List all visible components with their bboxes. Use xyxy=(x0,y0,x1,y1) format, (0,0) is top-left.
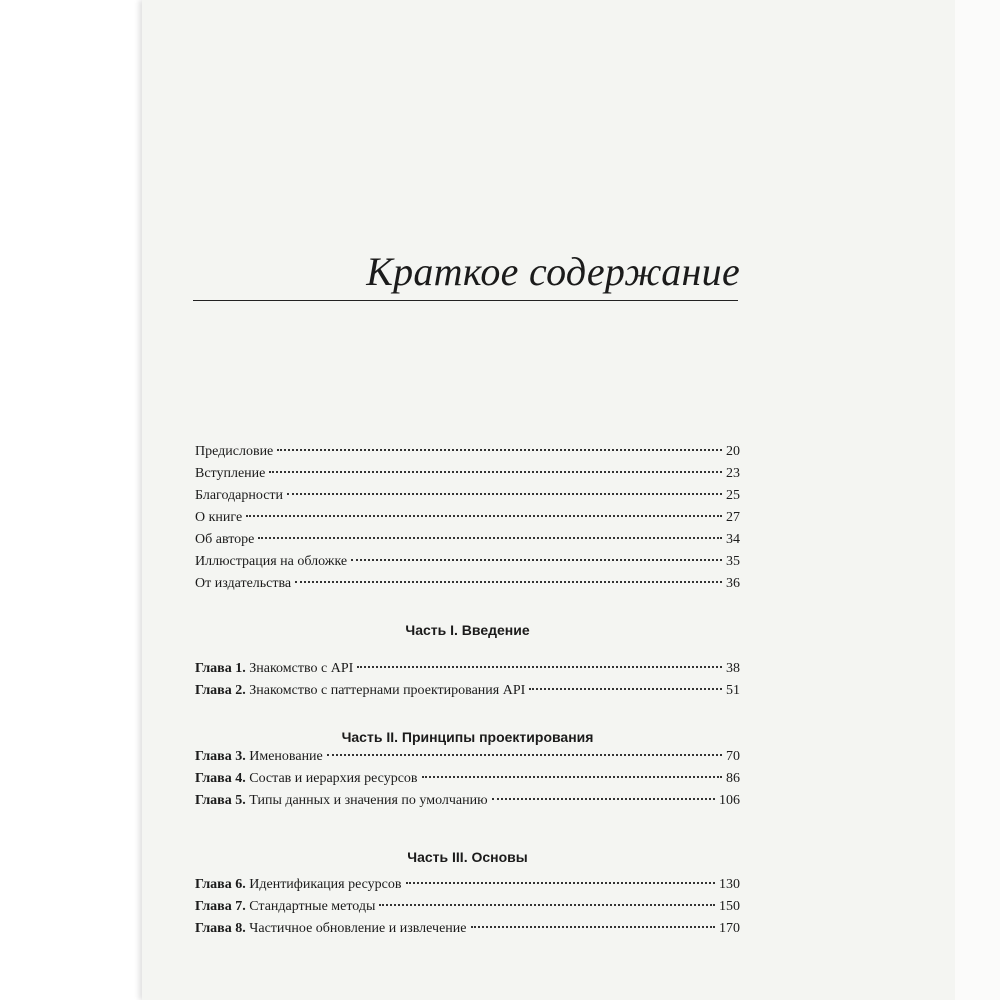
chapter-title: Именование xyxy=(249,749,323,764)
toc-chapter-8 xyxy=(195,921,740,943)
dot-leader xyxy=(379,904,715,906)
toc-chapter-7 xyxy=(195,899,740,921)
dot-leader xyxy=(357,666,722,668)
part-heading-3: Часть III. Основы xyxy=(407,849,528,865)
toc-chapter-2 xyxy=(195,683,740,705)
dot-leader xyxy=(258,537,722,539)
toc-chapter-1 xyxy=(195,661,740,683)
toc-entry-page: 130 xyxy=(719,877,740,892)
toc-entry-from-publisher xyxy=(195,576,740,598)
chapter-title: Знакомство с API xyxy=(249,661,354,676)
toc-entry-label: Предисловие xyxy=(195,444,274,459)
toc-entry-acknowledgements xyxy=(195,488,740,510)
dot-leader xyxy=(246,515,722,517)
chapter-number: Глава 1. xyxy=(195,661,246,676)
chapter-number: Глава 3. xyxy=(195,749,246,764)
toc-entry-page: 70 xyxy=(726,749,740,764)
part-heading-2: Часть II. Принципы проектирования xyxy=(341,729,594,745)
toc-entry-page: 86 xyxy=(726,771,740,786)
chapter-number: Глава 4. xyxy=(195,771,246,786)
toc-entry-page: 35 xyxy=(726,554,740,569)
toc-entry-label: Благодарности xyxy=(195,488,284,503)
chapter-number: Глава 7. xyxy=(195,899,246,914)
toc-chapter-5 xyxy=(195,793,740,815)
toc-entry-label: От издательства xyxy=(195,576,292,591)
dot-leader xyxy=(529,688,722,690)
page-edge xyxy=(955,0,1000,1000)
dot-leader xyxy=(327,754,722,756)
part-heading-1: Часть I. Введение xyxy=(405,622,530,638)
title-divider xyxy=(193,300,738,301)
toc-entry-page: 25 xyxy=(726,488,740,503)
chapter-number: Глава 5. xyxy=(195,793,246,808)
dot-leader xyxy=(277,449,722,451)
toc-entry-page: 51 xyxy=(726,683,740,698)
toc-entry-page: 27 xyxy=(726,510,740,525)
dot-leader xyxy=(422,776,722,778)
chapter-number: Глава 6. xyxy=(195,877,246,892)
chapter-title: Состав и иерархия ресурсов xyxy=(249,771,418,786)
chapter-title: Частичное обновление и извлечение xyxy=(249,921,467,936)
toc-entry-page: 34 xyxy=(726,532,740,547)
toc-entry-label: Иллюстрация на обложке xyxy=(195,554,348,569)
dot-leader xyxy=(269,471,722,473)
chapter-number: Глава 2. xyxy=(195,683,246,698)
dot-leader xyxy=(471,926,716,928)
dot-leader xyxy=(295,581,722,583)
toc-entry-page: 38 xyxy=(726,661,740,676)
dot-leader xyxy=(351,559,722,561)
chapter-title: Типы данных и значения по умолчанию xyxy=(249,793,488,808)
toc-entry-label: Вступление xyxy=(195,466,266,481)
page-title: Краткое содержание xyxy=(366,249,740,294)
toc-chapter-6 xyxy=(195,877,740,899)
dot-leader xyxy=(287,493,722,495)
table-of-contents xyxy=(195,444,740,943)
toc-entry-cover-illustration xyxy=(195,554,740,576)
dot-leader xyxy=(492,798,715,800)
chapter-number: Глава 8. xyxy=(195,921,246,936)
toc-entry-label: О книге xyxy=(195,510,243,525)
toc-entry-about-author xyxy=(195,532,740,554)
chapter-title: Знакомство с паттернами проектирования API xyxy=(249,683,526,698)
toc-chapter-4 xyxy=(195,771,740,793)
toc-entry-page: 170 xyxy=(719,921,740,936)
toc-entry-about-book xyxy=(195,510,740,532)
toc-entry-page: 150 xyxy=(719,899,740,914)
chapter-title: Идентификация ресурсов xyxy=(249,877,402,892)
toc-entry-introduction xyxy=(195,466,740,488)
dot-leader xyxy=(406,882,715,884)
toc-entry-page: 36 xyxy=(726,576,740,591)
toc-entry-page: 106 xyxy=(719,793,740,808)
toc-chapter-3 xyxy=(195,749,740,771)
toc-entry-label: Об авторе xyxy=(195,532,255,547)
toc-entry-page: 23 xyxy=(726,466,740,481)
toc-entry-preface xyxy=(195,444,740,466)
toc-entry-page: 20 xyxy=(726,444,740,459)
chapter-title: Стандартные методы xyxy=(249,899,376,914)
